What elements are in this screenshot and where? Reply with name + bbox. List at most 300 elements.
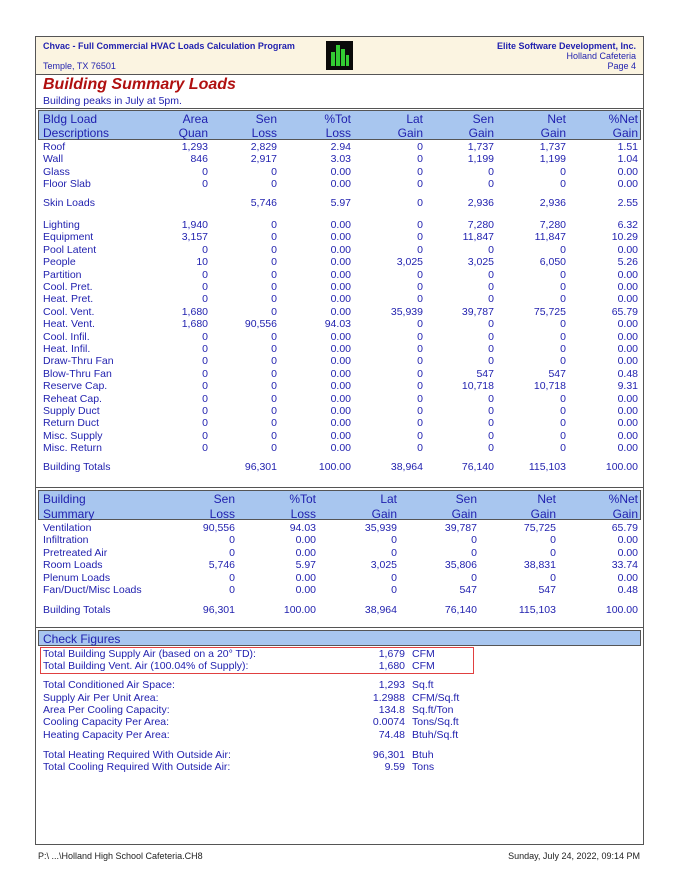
row-value: 90,556 (202, 522, 235, 534)
row-value: 0.00 (617, 355, 638, 368)
row-value: 94.03 (289, 522, 316, 534)
row-value: 0 (271, 281, 277, 293)
row-value: 5.26 (617, 256, 638, 269)
check-figure-label: Heating Capacity Per Area: (43, 729, 170, 741)
row-label: Building Totals (43, 461, 111, 473)
row-value: 0 (560, 330, 566, 343)
row-label: Equipment (43, 231, 94, 244)
row-value: 0 (271, 219, 277, 231)
row-value: 0 (417, 343, 423, 355)
check-figure-label: Total Building Vent. Air (100.04% of Supply): (43, 660, 249, 672)
row-value: 0.00 (617, 293, 638, 306)
row-value: 0 (417, 429, 423, 442)
row-value: 0 (391, 571, 397, 584)
check-figure-unit: Tons/Sq.ft (412, 716, 459, 728)
summary-row (36, 559, 643, 571)
table-row (36, 306, 643, 318)
row-value: 0.00 (617, 165, 638, 178)
row-value: 100.00 (605, 461, 638, 473)
row-value: 35,939 (390, 305, 423, 318)
check-figure-label: Total Cooling Required With Outside Air: (43, 761, 231, 773)
row-value: 0 (417, 380, 423, 393)
table-row (36, 393, 643, 405)
check-figure-value: 1,679 (378, 648, 405, 660)
row-value: Gain (397, 126, 423, 140)
location: Temple, TX 76501 (43, 61, 116, 71)
row-value: 0.00 (617, 318, 638, 331)
row-value: Quan (178, 126, 208, 140)
row-value: 0.00 (617, 429, 638, 442)
row-value: 65.79 (611, 305, 638, 318)
row-value: 10.29 (611, 231, 638, 244)
row-value: 2,917 (250, 153, 277, 166)
table-header-row (36, 127, 643, 139)
table-row (36, 293, 643, 305)
row-value: 0 (417, 318, 423, 331)
check-figure-row (36, 679, 643, 691)
row-value: 0 (417, 367, 423, 380)
row-value: 0.00 (330, 268, 351, 281)
row-label: Heat. Infil. (43, 343, 91, 355)
row-value: 0 (488, 355, 494, 368)
row-value: 0 (271, 367, 277, 380)
row-value: 0.00 (330, 165, 351, 178)
row-value: 0 (488, 330, 494, 343)
row-value: 0 (271, 256, 277, 269)
row-value: 2,829 (250, 141, 277, 153)
row-value: 0.00 (330, 380, 351, 393)
row-value: 0 (202, 293, 208, 306)
row-value: Gain (530, 507, 556, 521)
row-value: 1,199 (539, 153, 566, 166)
check-figure-value: 1,680 (378, 660, 405, 672)
row-value: 0 (391, 584, 397, 596)
row-value: 0.00 (617, 546, 638, 559)
row-value: 0 (271, 268, 277, 281)
row-value: 0 (271, 343, 277, 355)
row-value: Lat (406, 112, 423, 126)
summary-row (36, 572, 643, 584)
row-value: 0 (229, 584, 235, 596)
row-label: Roof (43, 141, 66, 153)
row-value: Sen (213, 492, 235, 506)
row-value: 0.00 (330, 281, 351, 293)
row-value: Net (547, 112, 566, 126)
report-header (36, 37, 643, 75)
row-value: Loss (209, 507, 235, 521)
row-value: 0 (417, 243, 423, 256)
row-value: Sen (455, 492, 477, 506)
row-value: 0.00 (617, 343, 638, 355)
row-value: Gain (612, 507, 638, 521)
row-value: 11,847 (462, 231, 494, 244)
check-figure-unit: Sq.ft (412, 679, 434, 691)
row-value: 0 (202, 429, 208, 442)
row-value: 0.00 (330, 429, 351, 442)
row-value: 5.97 (295, 559, 316, 572)
row-label: Skin Loads (43, 197, 95, 209)
row-value: 5,746 (208, 559, 235, 572)
row-value: Loss (290, 507, 316, 521)
row-value: 0.00 (295, 546, 316, 559)
divider (36, 487, 643, 488)
row-value: 7,280 (467, 219, 494, 231)
table-row (36, 331, 643, 343)
row-label: Pretreated Air (43, 546, 108, 559)
page-title: Building Summary Loads (43, 76, 236, 93)
row-value: 0 (560, 165, 566, 178)
row-value: 0 (271, 330, 277, 343)
row-value: Gain (540, 126, 566, 140)
check-figures-heading: Check Figures (43, 632, 121, 646)
row-value: 38,831 (523, 559, 556, 572)
row-label: Misc. Supply (43, 429, 103, 442)
row-value: 96,301 (244, 461, 277, 473)
row-value: 9.31 (617, 380, 638, 393)
table-header-row (36, 113, 643, 125)
row-value: 90,556 (244, 318, 277, 331)
row-value: 0 (488, 318, 494, 331)
row-label: People (43, 256, 76, 269)
row-value: Loss (325, 126, 351, 140)
row-value: 0 (271, 231, 277, 244)
row-value: 0.00 (330, 442, 351, 455)
row-value: 0 (417, 178, 423, 191)
row-value: 0 (471, 534, 477, 547)
summary-row (36, 547, 643, 559)
check-figure-label: Area Per Cooling Capacity: (43, 704, 170, 716)
row-value: 6.32 (617, 219, 638, 231)
row-value: 0.00 (330, 392, 351, 405)
row-value: 0 (560, 281, 566, 293)
row-value: 10,718 (533, 380, 566, 393)
file-path: P:\ ...\Holland High School Cafeteria.CH8 (38, 851, 203, 861)
print-date: Sunday, July 24, 2022, 09:14 PM (508, 851, 640, 861)
check-figure-value: 1.2988 (372, 692, 405, 704)
row-value: 0 (271, 243, 277, 256)
row-value: 0.00 (330, 330, 351, 343)
company-name: Elite Software Development, Inc. (496, 41, 636, 51)
table-row (36, 380, 643, 392)
row-label: Cool. Pret. (43, 281, 93, 293)
row-value: 0 (550, 534, 556, 547)
table-row (36, 355, 643, 367)
check-figure-value: 1,293 (378, 679, 405, 691)
table-row (36, 153, 643, 165)
row-label: Building Totals (43, 604, 111, 616)
row-value: 0 (488, 268, 494, 281)
row-value: 0 (202, 442, 208, 455)
row-value: 0 (202, 392, 208, 405)
check-figure-label: Total Conditioned Air Space: (43, 679, 175, 691)
check-figure-value: 134.8 (378, 704, 405, 716)
row-value: %Net (608, 112, 638, 126)
row-value: 0 (550, 546, 556, 559)
row-value: 3,025 (396, 256, 423, 269)
table-row (36, 405, 643, 417)
row-label: Misc. Return (43, 442, 102, 455)
check-figure-row (36, 716, 643, 728)
row-value: 0 (202, 380, 208, 393)
row-value: 0 (560, 293, 566, 306)
row-value: 94.03 (324, 318, 351, 331)
row-value: 0.00 (330, 219, 351, 231)
row-label: Building (43, 492, 86, 506)
row-value: 1,680 (181, 318, 208, 331)
row-value: 10 (196, 256, 208, 269)
row-value: 0.00 (330, 178, 351, 191)
check-figure-unit: Tons (412, 761, 435, 773)
summary-header-row (36, 508, 643, 520)
row-value: 0 (271, 380, 277, 393)
row-value: 0.00 (330, 405, 351, 417)
row-label: Draw-Thru Fan (43, 355, 114, 368)
table-row (36, 430, 643, 442)
row-value: 0 (488, 343, 494, 355)
row-value: 0 (202, 330, 208, 343)
row-value: 0 (417, 197, 423, 209)
row-value: 7,280 (539, 219, 566, 231)
row-value: 0 (202, 417, 208, 430)
row-value: 0 (560, 392, 566, 405)
row-label: Blow-Thru Fan (43, 367, 112, 380)
row-value: %Net (608, 492, 638, 506)
row-value: 0 (271, 405, 277, 417)
row-label: Heat. Pret. (43, 293, 94, 306)
row-value: 75,725 (533, 305, 566, 318)
row-value: 0.00 (330, 293, 351, 306)
row-value: 0 (391, 534, 397, 547)
row-value: 0 (417, 442, 423, 455)
row-value: 1,199 (467, 153, 494, 166)
row-value: 100.00 (318, 461, 351, 473)
row-value: 0 (560, 355, 566, 368)
row-value: 0 (417, 165, 423, 178)
row-value: 0 (560, 318, 566, 331)
table-row (36, 281, 643, 293)
row-value: 547 (548, 367, 566, 380)
check-figure-row (36, 749, 643, 761)
row-value: Gain (468, 126, 494, 140)
row-value: 0 (560, 417, 566, 430)
row-value: Lat (380, 492, 397, 506)
row-value: 0.00 (617, 405, 638, 417)
row-value: 0 (417, 141, 423, 153)
row-label: Partition (43, 268, 82, 281)
row-value: 65.79 (611, 522, 638, 534)
check-figure-label: Supply Air Per Unit Area: (43, 692, 159, 704)
project-name: Holland Cafeteria (566, 51, 636, 61)
row-value: 0 (560, 343, 566, 355)
row-value: 2,936 (467, 197, 494, 209)
report-page (35, 36, 644, 845)
row-value: 0 (202, 343, 208, 355)
row-value: 0 (202, 243, 208, 256)
row-value: 0 (488, 405, 494, 417)
row-value: 0 (202, 165, 208, 178)
check-figure-row (36, 648, 643, 660)
row-value: 96,301 (202, 604, 235, 616)
row-value: Area (182, 112, 208, 126)
row-label: Room Loads (43, 559, 103, 572)
row-value: 0 (417, 293, 423, 306)
row-value: 0.48 (617, 367, 638, 380)
summary-row (36, 534, 643, 546)
table-row (36, 442, 643, 454)
check-figures-heading-row (36, 633, 643, 645)
check-figure-row (36, 660, 643, 672)
row-value: 0 (560, 268, 566, 281)
row-value: 0.00 (617, 442, 638, 455)
row-value: 0 (471, 546, 477, 559)
check-figure-value: 96,301 (372, 749, 405, 761)
row-value: 115,103 (528, 461, 566, 473)
page-number: Page 4 (607, 61, 636, 71)
row-value: 0.00 (617, 178, 638, 191)
row-value: 38,964 (364, 604, 397, 616)
row-value: 3.03 (330, 153, 351, 166)
program-name: Chvac - Full Commercial HVAC Loads Calculation Program (43, 41, 295, 51)
row-value: 0 (488, 165, 494, 178)
row-value: 0 (417, 268, 423, 281)
row-label: Return Duct (43, 417, 100, 430)
row-label: Reserve Cap. (43, 380, 108, 393)
row-value: 1,737 (467, 141, 494, 153)
check-figure-row (36, 761, 643, 773)
row-value: Gain (371, 507, 397, 521)
row-value: 0 (202, 367, 208, 380)
row-value: 0.00 (330, 367, 351, 380)
row-value: 0 (417, 219, 423, 231)
row-value: 100.00 (283, 604, 316, 616)
row-value: 0 (488, 417, 494, 430)
check-figure-unit: CFM (412, 660, 435, 672)
row-value: 0 (560, 405, 566, 417)
row-label: Bldg Load (43, 112, 98, 126)
row-value: 0 (488, 429, 494, 442)
row-label: Floor Slab (43, 178, 91, 191)
check-figure-value: 9.59 (384, 761, 405, 773)
skin-loads-row (36, 197, 643, 209)
row-label: Plenum Loads (43, 571, 111, 584)
summary-header-row (36, 493, 643, 505)
row-value: 1.04 (617, 153, 638, 166)
table-row (36, 178, 643, 190)
check-figure-unit: CFM/Sq.ft (412, 692, 460, 704)
row-value: 0.00 (617, 534, 638, 547)
row-value: 3,157 (181, 231, 208, 244)
row-value: 0.00 (617, 571, 638, 584)
row-value: 0 (550, 571, 556, 584)
row-value: 0 (417, 355, 423, 368)
row-value: 0.00 (617, 268, 638, 281)
row-value: 0 (488, 392, 494, 405)
row-label: Fan/Duct/Misc Loads (43, 584, 142, 596)
row-value: Gain (451, 507, 477, 521)
check-figure-unit: Btuh (412, 749, 434, 761)
row-value: 35,939 (364, 522, 397, 534)
row-value: 0.00 (295, 571, 316, 584)
row-value: 1,737 (539, 141, 566, 153)
check-figure-row (36, 704, 643, 716)
row-label: Wall (43, 153, 64, 166)
row-value: 0.00 (295, 584, 316, 596)
row-value: 0 (271, 178, 277, 191)
divider (36, 108, 643, 109)
row-value: 0 (202, 178, 208, 191)
row-value: 39,787 (461, 305, 494, 318)
row-value: 75,725 (523, 522, 556, 534)
row-value: 0 (560, 178, 566, 191)
table-row (36, 343, 643, 355)
row-value: 3,025 (370, 559, 397, 572)
row-label: Summary (43, 507, 95, 521)
row-label: Cool. Infil. (43, 330, 90, 343)
row-value: 0 (271, 165, 277, 178)
row-value: 0.00 (330, 243, 351, 256)
row-value: 0 (417, 392, 423, 405)
row-value: 33.74 (611, 559, 638, 572)
row-value: %Tot (324, 112, 351, 126)
row-value: 0 (560, 429, 566, 442)
row-value: Sen (472, 112, 494, 126)
table-row (36, 368, 643, 380)
row-value: 76,140 (461, 461, 494, 473)
table-row (36, 231, 643, 243)
row-label: Lighting (43, 219, 80, 231)
row-value: 0.00 (330, 305, 351, 318)
row-value: 0.00 (330, 355, 351, 368)
page-subtitle: Building peaks in July at 5pm. (43, 95, 182, 107)
check-figure-unit: Btuh/Sq.ft (412, 729, 459, 741)
check-figure-value: 74.48 (378, 729, 405, 741)
row-value: 0 (488, 178, 494, 191)
row-value: 0 (202, 355, 208, 368)
building-totals-row (36, 461, 643, 473)
row-value: 0 (488, 293, 494, 306)
row-value: 0 (271, 305, 277, 318)
row-value: 0 (417, 417, 423, 430)
row-value: 100.00 (605, 604, 638, 616)
row-label: Pool Latent (43, 243, 97, 256)
row-value: 0 (202, 281, 208, 293)
table-row (36, 269, 643, 281)
row-value: Gain (612, 126, 638, 140)
divider (36, 627, 643, 628)
check-figure-label: Cooling Capacity Per Area: (43, 716, 170, 728)
check-figure-row (36, 692, 643, 704)
row-value: 0 (271, 355, 277, 368)
row-value: 846 (190, 153, 208, 166)
table-row (36, 141, 643, 153)
table-row (36, 244, 643, 256)
row-value: 0 (417, 231, 423, 244)
row-value: 1,680 (181, 305, 208, 318)
check-figure-unit: Sq.ft/Ton (412, 704, 454, 716)
check-figure-row (36, 729, 643, 741)
row-value: Sen (255, 112, 277, 126)
row-value: 38,964 (390, 461, 423, 473)
table-row (36, 417, 643, 429)
row-value: 0 (229, 571, 235, 584)
row-value: 76,140 (444, 604, 477, 616)
row-label: Infiltration (43, 534, 89, 547)
row-value: 3,025 (467, 256, 494, 269)
table-row (36, 219, 643, 231)
row-value: 6,050 (539, 256, 566, 269)
row-label: Descriptions (43, 126, 110, 140)
row-value: 5.97 (330, 197, 351, 209)
